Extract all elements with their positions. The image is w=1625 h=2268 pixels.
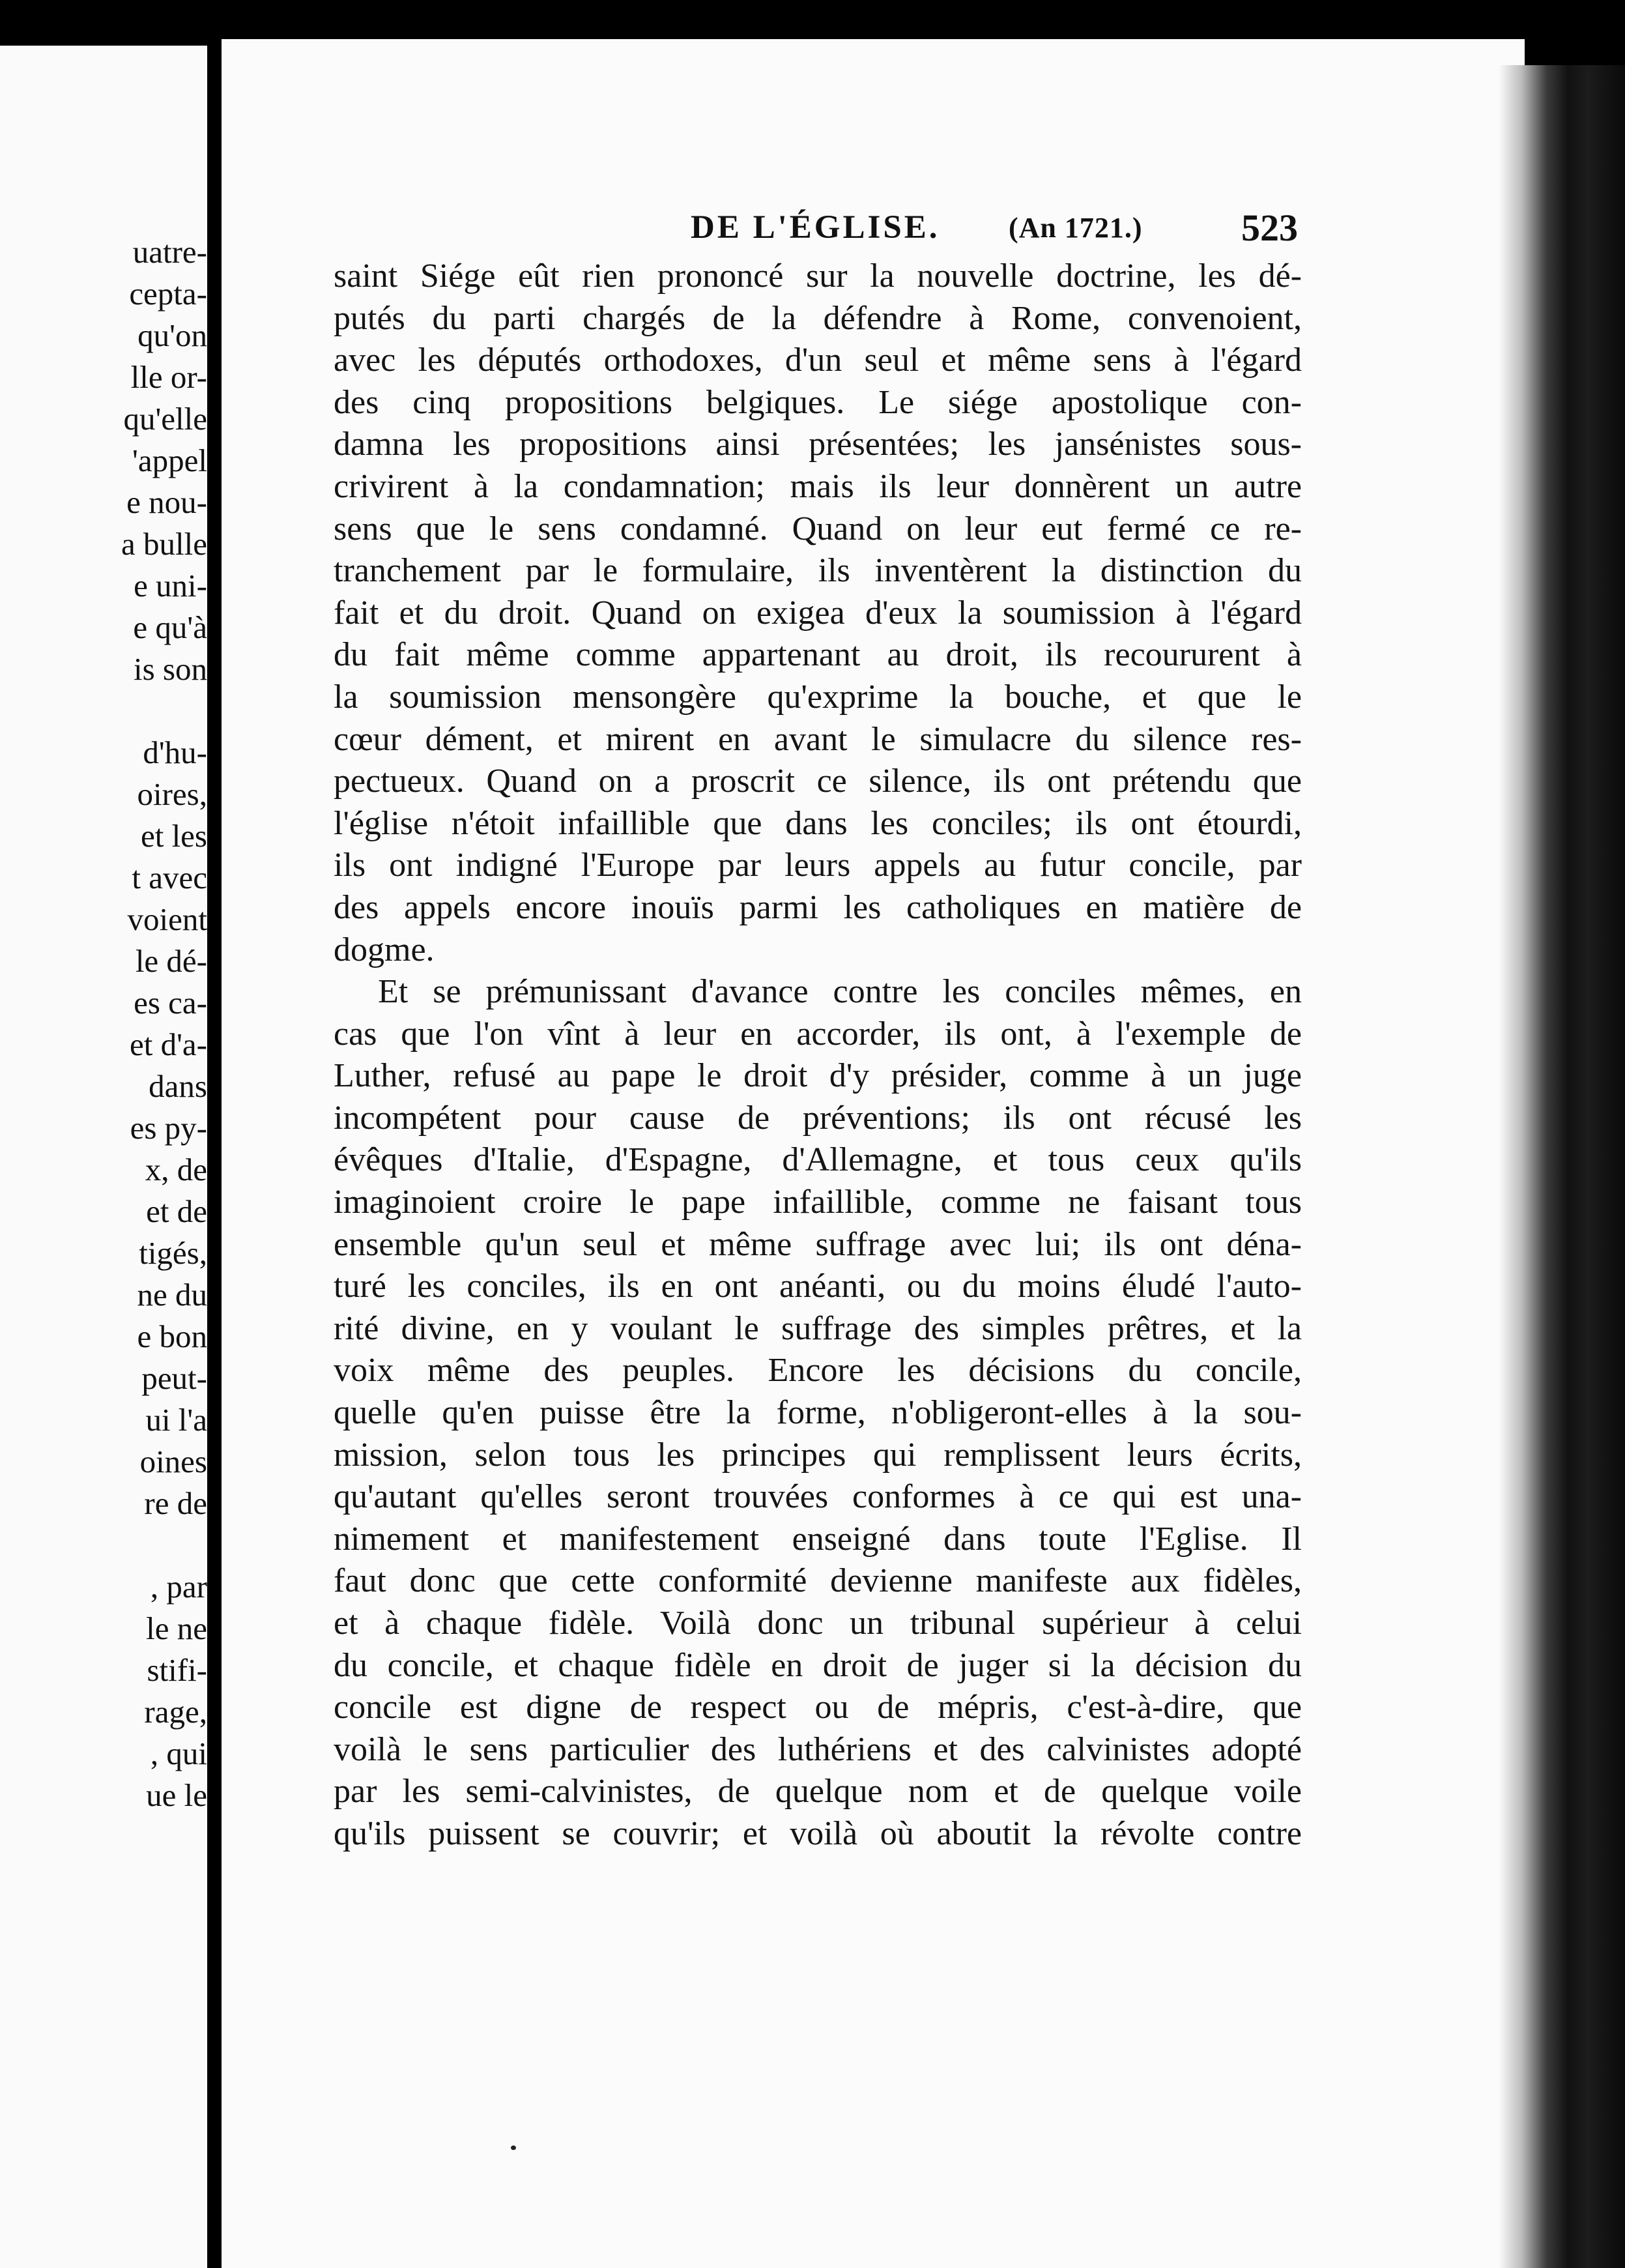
fragment-line: tigés, [139,1235,207,1271]
text-line: cœur dément, et mirent en avant le simulacre du silence res- [334,720,1302,758]
fragment-line: , par [150,1569,207,1605]
text-line: imaginoient croire le pape infaillible, comme ne faisant tous [334,1184,1302,1221]
fragment-line: ne du [137,1277,207,1313]
fragment-line: re de [144,1485,207,1521]
text-line: du concile, et chaque fidèle en droit de juger si la décision du [334,1646,1302,1684]
fragment-line: et les [140,818,207,854]
fragment-line: lle or- [130,359,207,395]
text-line: damna les propositions ainsi présentées; les jansénistes sous- [334,426,1302,463]
text-line: par les semi-calvinistes, de quelque nom et de quelque voile [334,1773,1302,1810]
fragment-line: le dé- [135,943,207,979]
fragment-line: et d'a- [129,1026,207,1062]
running-head-year: (An 1721.) [1009,212,1143,244]
fragment-line: qu'on [137,317,207,353]
text-line: nimement et manifestement enseigné dans toute l'Eglise. Il [334,1520,1302,1558]
fragment-line: stifi- [147,1652,207,1688]
text-line: mission, selon tous les principes qui remplissent leurs écrits, [334,1436,1302,1474]
running-head-title: DE L'ÉGLISE. [691,209,940,246]
fragment-line: uatre- [132,234,207,270]
previous-page-fragment [0,46,207,2268]
fragment-line: es py- [130,1110,207,1146]
fragment-line: , qui [150,1736,207,1771]
text-line: voix même des peuples. Encore les décisions du concile, [334,1352,1302,1389]
text-line: turé les conciles, ils en ont anéanti, ou du moins éludé l'auto- [334,1268,1302,1305]
text-line: crivirent à la condamnation; mais ils leur donnèrent un autre [334,467,1302,505]
fragment-line: voient [127,901,207,937]
text-line: qu'ils puissent se couvrir; et voilà où aboutit la révolte contre [334,1814,1302,1852]
text-line: ensemble qu'un seul et même suffrage avec lui; ils ont déna- [334,1225,1302,1263]
fragment-line: peut- [141,1360,207,1396]
fragment-line [0,1524,207,1566]
text-line: évêques d'Italie, d'Espagne, d'Allemagne, et tous ceux qu'ils [334,1141,1302,1179]
text-line: du fait même comme appartenant au droit, ils recoururent à [334,636,1302,674]
fragment-line: e nou- [126,484,207,520]
text-line: la soumission mensongère qu'exprime la bouche, et que le [334,678,1302,716]
text-line: cas que l'on vînt à leur en accorder, ils ont, à l'exemple de [334,1015,1302,1053]
text-line: pectueux. Quand on a proscrit ce silence, ils ont prétendu que [334,763,1302,800]
fragment-line: oines [139,1444,207,1479]
text-line: des cinq propositions belgiques. Le siége apostolique con- [334,383,1302,421]
fragment-line: x, de [145,1152,207,1187]
text-line: incompétent pour cause de préventions; ils ont récusé les [334,1099,1302,1137]
fragment-line: cepta- [129,276,207,312]
fragment-line: es ca- [134,985,207,1021]
fragment-line: e qu'à [133,609,207,645]
fragment-line: dans [149,1068,207,1104]
text-line: quelle qu'en puisse être la forme, n'obligeront-elles à la sou- [334,1394,1302,1432]
fragment-line: e bon [137,1318,207,1354]
book-gutter [207,46,222,2268]
fragment-line: oires, [137,776,207,812]
fragment-line: rage, [144,1694,207,1730]
text-line: putés du parti chargés de la défendre à Rome, convenoient, [334,299,1302,337]
text-line: rité divine, en y voulant le suffrage des simples prêtres, et la [334,1309,1302,1347]
text-line: saint Siége eût rien prononcé sur la nouvelle doctrine, les dé- [334,257,1302,295]
text-line: dogme. [334,931,435,968]
text-line: avec les députés orthodoxes, d'un seul et même sens à l'égard [334,342,1302,379]
text-line: tranchement par le formulaire, ils inventèrent la distinction du [334,552,1302,590]
fragment-line: t avec [132,860,207,895]
fragment-line: qu'elle [123,401,207,437]
page-edge-shadow [1499,65,1625,2268]
text-line: Luther, refusé au pape le droit d'y présider, comme à un juge [334,1057,1302,1095]
text-line: fait et du droit. Quand on exigea d'eux la soumission à l'égard [334,594,1302,632]
page-number: 523 [1241,207,1298,249]
ink-speck [511,2145,516,2150]
previous-page-text [0,231,207,1816]
fragment-line [0,690,207,732]
text-line: et à chaque fidèle. Voilà donc un tribunal supérieur à celui [334,1605,1302,1642]
fragment-line: le ne [146,1610,207,1646]
text-line: voilà le sens particulier des luthériens et des calvinistes adopté [334,1730,1302,1768]
fragment-line: a bulle [121,526,207,562]
fragment-line: is son [133,651,207,687]
fragment-line: e uni- [134,568,207,603]
fragment-line: ui l'a [145,1402,207,1438]
fragment-line: d'hu- [143,734,207,770]
fragment-line: 'appel [132,443,207,478]
fragment-line: ue le [146,1777,207,1813]
text-line: l'église n'étoit infaillible que dans les conciles; ils ont étourdi, [334,804,1302,842]
text-line: faut donc que cette conformité devienne manifeste aux fidèles, [334,1562,1302,1600]
body-text [334,255,1302,1855]
text-line: sens que le sens condamné. Quand on leur eut fermé ce re- [334,510,1302,547]
text-line: concile est digne de respect ou de mépris, c'est-à-dire, que [334,1689,1302,1726]
text-line: des appels encore inouïs parmi les catholiques en matière de [334,888,1302,926]
text-line: Et se prémunissant d'avance contre les conciles mêmes, en [378,973,1302,1011]
text-line: ils ont indigné l'Europe par leurs appels au futur concile, par [334,847,1302,884]
text-line: qu'autant qu'elles seront trouvées conformes à ce qui est una- [334,1478,1302,1516]
running-head [691,209,1316,254]
fragment-line: et de [146,1193,207,1229]
